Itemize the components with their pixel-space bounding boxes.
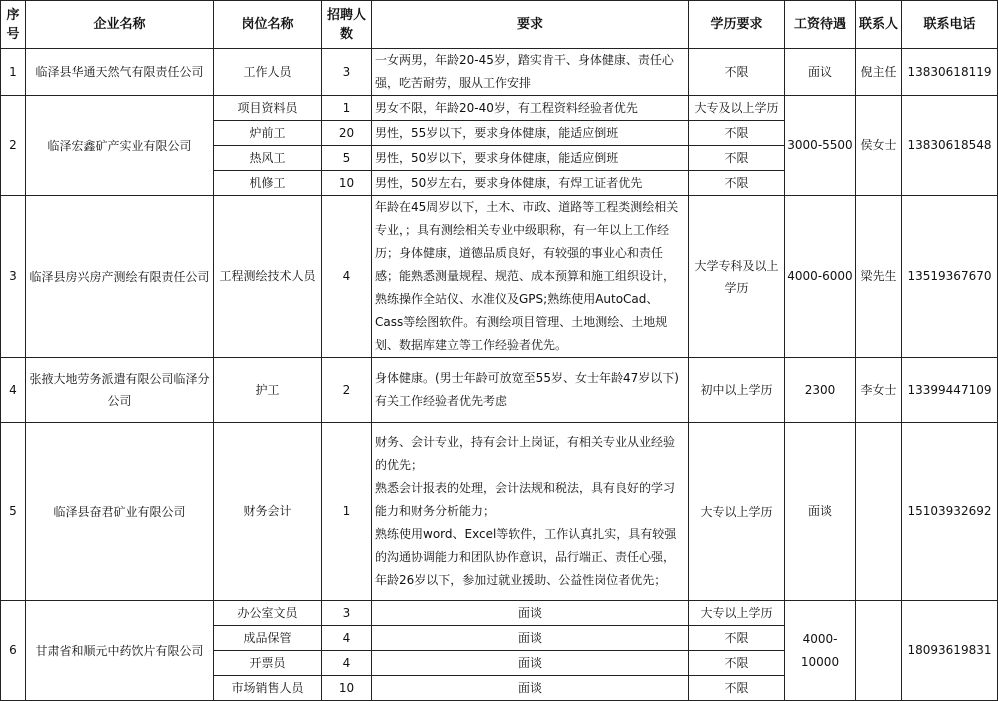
education-cell: 大专及以上学历: [689, 96, 785, 121]
education-cell: 不限: [689, 171, 785, 196]
company-name-cell: 临泽县奋君矿业有限公司: [26, 423, 214, 601]
header-phone: 联系电话: [902, 1, 998, 49]
company-name-cell: 甘肃省和顺元中药饮片有限公司: [26, 601, 214, 701]
requirement-line: 有关工作经验者优先考虑: [375, 394, 508, 408]
education-cell: 不限: [689, 651, 785, 676]
salary-cell: 面谈: [785, 423, 856, 601]
table-body: [1, 49, 998, 701]
count-cell: 1: [322, 96, 372, 121]
seq-cell: 5: [1, 423, 26, 601]
position-cell: 项目资料员: [214, 96, 322, 121]
requirements-cell: [372, 49, 689, 96]
header-education: 学历要求: [689, 1, 785, 49]
requirement-line: 年龄在45周岁以下，土木、市政、道路等工程类测绘相关专业，；具有测绘相关专业中级职称，有一年以上工作经历；身体健康，道德品质良好，有较强的事业心和责任感；能熟悉测量规程、规范、成本预算和施工组织设计，熟练操作全站仪、水准仪及GPS;熟练使用AutoCad、Cass等绘图软件。有测绘项目管理、土地测绘、土地规划、数据库建立等工作经验者优先。: [375, 200, 679, 352]
header-row: [1, 1, 998, 49]
requirement-line: 男性，50岁左右，要求身体健康，有焊工证者优先: [375, 175, 643, 190]
requirements-cell: [372, 626, 689, 651]
count-cell: 5: [322, 146, 372, 171]
company-name-cell: 临泽县华通天然气有限责任公司: [26, 49, 214, 96]
phone-cell: 18093619831: [902, 601, 998, 701]
company-name-cell: 临泽县房兴房产测绘有限责任公司: [26, 196, 214, 358]
salary-cell: 2300: [785, 358, 856, 423]
salary-cell: 4000-10000: [785, 601, 856, 701]
position-cell: 财务会计: [214, 423, 322, 601]
count-cell: 4: [322, 196, 372, 358]
contact-cell: [856, 601, 902, 701]
contact-cell: [856, 423, 902, 601]
header-seq: 序号: [1, 1, 26, 49]
requirements-cell: [372, 651, 689, 676]
requirements-cell: [372, 676, 689, 701]
requirement-line: 男性，50岁以下，要求身体健康，能适应倒班: [375, 150, 619, 165]
contact-cell: 倪主任: [856, 49, 902, 96]
table-row: [1, 423, 998, 601]
table-row: [1, 358, 998, 423]
education-cell: 大专以上学历: [689, 423, 785, 601]
seq-cell: 6: [1, 601, 26, 701]
position-cell: 工作人员: [214, 49, 322, 96]
requirements-cell: [372, 423, 689, 601]
seq-cell: 4: [1, 358, 26, 423]
requirement-line: 一女两男，年龄20-45岁，踏实肯干、身体健康、责任心强，吃苦耐劳，服从工作安排: [375, 53, 674, 90]
requirement-line: 男性，55岁以下，要求身体健康，能适应倒班: [375, 125, 619, 140]
position-cell: 护工: [214, 358, 322, 423]
count-cell: 2: [322, 358, 372, 423]
count-cell: 3: [322, 601, 372, 626]
position-cell: 市场销售人员: [214, 676, 322, 701]
phone-cell: 13830618548: [902, 96, 998, 196]
header-position: 岗位名称: [214, 1, 322, 49]
education-cell: 不限: [689, 49, 785, 96]
table-row: [1, 96, 998, 121]
position-cell: 办公室文员: [214, 601, 322, 626]
position-cell: 炉前工: [214, 121, 322, 146]
phone-cell: 15103932692: [902, 423, 998, 601]
requirement-line: 财务、会计专业，持有会计上岗证，有相关专业从业经验的优先；: [375, 435, 676, 472]
position-cell: 机修工: [214, 171, 322, 196]
requirements-cell: [372, 196, 689, 358]
position-cell: 热风工: [214, 146, 322, 171]
header-count: 招聘人数: [322, 1, 372, 49]
table-row: [1, 49, 998, 96]
header-company: 企业名称: [26, 1, 214, 49]
requirements-cell: [372, 601, 689, 626]
requirement-line: 面谈: [517, 655, 542, 670]
count-cell: 4: [322, 626, 372, 651]
header-salary: 工资待遇: [785, 1, 856, 49]
count-cell: 20: [322, 121, 372, 146]
contact-cell: 侯女士: [856, 96, 902, 196]
count-cell: 10: [322, 171, 372, 196]
company-name-cell: 张掖大地劳务派遣有限公司临泽分公司: [26, 358, 214, 423]
requirements-cell: [372, 121, 689, 146]
contact-cell: 李女士: [856, 358, 902, 423]
header-requirements: 要求: [372, 1, 689, 49]
seq-cell: 1: [1, 49, 26, 96]
count-cell: 4: [322, 651, 372, 676]
requirements-cell: [372, 146, 689, 171]
requirement-line: 熟悉会计报表的处理，会计法规和税法，具有良好的学习能力和财务分析能力；: [375, 481, 676, 518]
header-contact: 联系人: [856, 1, 902, 49]
count-cell: 3: [322, 49, 372, 96]
requirement-line: 面谈: [517, 605, 542, 620]
contact-cell: 梁先生: [856, 196, 902, 358]
company-name-cell: 临泽宏鑫矿产实业有限公司: [26, 96, 214, 196]
requirements-cell: [372, 171, 689, 196]
education-cell: 不限: [689, 626, 785, 651]
position-cell: 成品保管: [214, 626, 322, 651]
requirements-cell: [372, 358, 689, 423]
education-cell: 初中以上学历: [689, 358, 785, 423]
phone-cell: 13519367670: [902, 196, 998, 358]
position-cell: 工程测绘技术人员: [214, 196, 322, 358]
education-cell: 大学专科及以上学历: [689, 196, 785, 358]
salary-cell: 4000-6000: [785, 196, 856, 358]
requirement-line: 男女不限，年龄20-40岁，有工程资料经验者优先: [375, 100, 638, 115]
education-cell: 不限: [689, 676, 785, 701]
table-row: [1, 196, 998, 358]
education-cell: 大专以上学历: [689, 601, 785, 626]
education-cell: 不限: [689, 146, 785, 171]
requirement-line: 面谈: [517, 680, 542, 695]
salary-cell: 面议: [785, 49, 856, 96]
requirements-cell: [372, 96, 689, 121]
seq-cell: 3: [1, 196, 26, 358]
seq-cell: 2: [1, 96, 26, 196]
requirement-line: 熟练使用word、Excel等软件，工作认真扎实，具有较强的沟通协调能力和团队协作意识，品行端正、责任心强，年龄26岁以下，参加过就业援助、公益性岗位者优先；: [375, 527, 677, 587]
phone-cell: 13399447109: [902, 358, 998, 423]
count-cell: 1: [322, 423, 372, 601]
phone-cell: 13830618119: [902, 49, 998, 96]
requirement-line: 面谈: [517, 630, 542, 645]
education-cell: 不限: [689, 121, 785, 146]
salary-cell: 3000-5500: [785, 96, 856, 196]
position-cell: 开票员: [214, 651, 322, 676]
table-row: [1, 601, 998, 626]
count-cell: 10: [322, 676, 372, 701]
requirement-line: 身体健康。(男士年龄可放宽至55岁、女士年龄47岁以下): [375, 371, 679, 385]
